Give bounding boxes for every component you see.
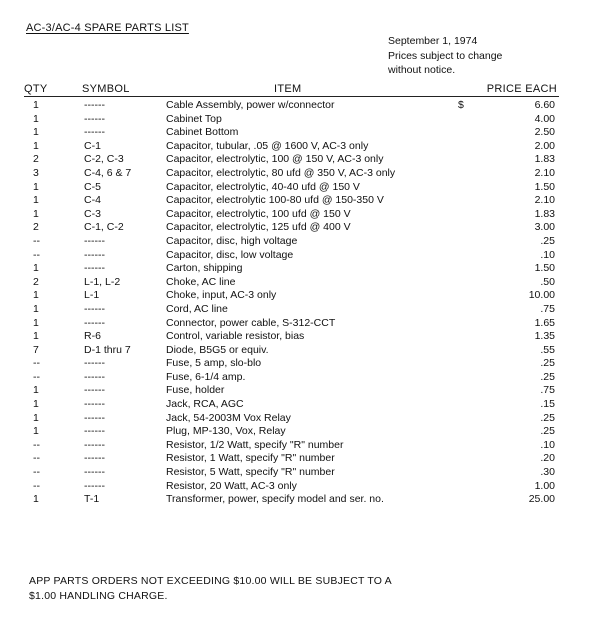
row-qty: 1 xyxy=(33,139,39,152)
row-item: Fuse, 6-1/4 amp. xyxy=(166,370,246,383)
row-symbol: ------ xyxy=(84,302,105,315)
table-row xyxy=(0,262,607,276)
parts-table xyxy=(0,99,607,507)
row-qty: 1 xyxy=(33,194,39,207)
row-qty: -- xyxy=(33,438,40,451)
row-price: 2.10 xyxy=(534,194,555,207)
row-item: Capacitor, electrolytic, 100 @ 150 V, AC-3 only xyxy=(166,153,384,166)
table-row xyxy=(0,317,607,331)
row-symbol: C-4, 6 & 7 xyxy=(84,166,132,179)
row-item: Capacitor, electrolytic 100-80 ufd @ 150-350 V xyxy=(166,194,384,207)
table-row xyxy=(0,99,607,113)
row-price: 1.50 xyxy=(534,262,555,275)
row-price: 10.00 xyxy=(528,289,555,302)
header-item: ITEM xyxy=(274,83,302,95)
row-item: Diode, B5G5 or equiv. xyxy=(166,343,269,356)
row-price: .25 xyxy=(540,357,555,370)
row-price: .75 xyxy=(540,302,555,315)
table-row xyxy=(0,194,607,208)
row-qty: -- xyxy=(33,452,40,465)
row-qty: 1 xyxy=(33,425,39,438)
row-price: 1.35 xyxy=(534,330,555,343)
row-item: Resistor, 1 Watt, specify "R" number xyxy=(166,452,335,465)
table-row xyxy=(0,208,607,222)
row-price: 3.00 xyxy=(534,221,555,234)
row-item: Capacitor, disc, low voltage xyxy=(166,248,294,261)
row-symbol: C-1, C-2 xyxy=(84,221,124,234)
row-qty: 1 xyxy=(33,126,39,139)
row-price: 2.50 xyxy=(534,126,555,139)
row-item: Control, variable resistor, bias xyxy=(166,330,305,343)
row-item: Resistor, 20 Watt, AC-3 only xyxy=(166,479,297,492)
row-item: Resistor, 1/2 Watt, specify "R" number xyxy=(166,438,344,451)
row-price: 1.83 xyxy=(534,207,555,220)
table-row xyxy=(0,153,607,167)
row-item: Choke, input, AC-3 only xyxy=(166,289,277,302)
row-symbol: ------ xyxy=(84,452,105,465)
row-price: 1.50 xyxy=(534,180,555,193)
row-price: .25 xyxy=(540,234,555,247)
table-row xyxy=(0,344,607,358)
row-price: .25 xyxy=(540,370,555,383)
footer-line: APP PARTS ORDERS NOT EXCEEDING $10.00 WILL BE SUBJECT TO A xyxy=(29,575,392,587)
row-item: Capacitor, electrolytic, 125 ufd @ 400 V xyxy=(166,221,351,234)
row-symbol: C-2, C-3 xyxy=(84,153,124,166)
row-item: Transformer, power, specify model and ser. no. xyxy=(166,493,384,506)
table-row xyxy=(0,371,607,385)
row-qty: 2 xyxy=(33,153,39,166)
row-item: Capacitor, electrolytic, 40-40 ufd @ 150 V xyxy=(166,180,360,193)
row-symbol: ------ xyxy=(84,112,105,125)
row-symbol: C-5 xyxy=(84,180,101,193)
row-qty: -- xyxy=(33,234,40,247)
row-symbol: ------ xyxy=(84,248,105,261)
table-row xyxy=(0,289,607,303)
row-item: Capacitor, electrolytic, 80 ufd @ 350 V, AC-3 only xyxy=(166,166,396,179)
row-qty: 1 xyxy=(33,289,39,302)
row-qty: 1 xyxy=(33,99,39,111)
table-row xyxy=(0,466,607,480)
row-item: Plug, MP-130, Vox, Relay xyxy=(166,425,286,438)
table-row xyxy=(0,480,607,494)
table-row xyxy=(0,452,607,466)
row-item: Cabinet Top xyxy=(166,112,222,125)
row-price: .30 xyxy=(540,466,555,479)
row-symbol: D-1 thru 7 xyxy=(84,343,131,356)
row-symbol: ------ xyxy=(84,234,105,247)
row-price: .10 xyxy=(540,438,555,451)
row-symbol: L-1 xyxy=(84,289,100,302)
row-symbol: ------ xyxy=(84,126,105,139)
price-notice xyxy=(388,34,502,78)
row-item: Fuse, 5 amp, slo-blo xyxy=(166,357,262,370)
row-qty: 7 xyxy=(33,343,39,356)
row-qty: -- xyxy=(33,248,40,261)
table-row xyxy=(0,439,607,453)
row-item: Connector, power cable, S-312-CCT xyxy=(166,316,336,329)
table-row xyxy=(0,493,607,507)
row-qty: -- xyxy=(33,370,40,383)
table-row xyxy=(0,167,607,181)
footer-line: $1.00 HANDLING CHARGE. xyxy=(29,589,168,602)
row-item: Capacitor, electrolytic, 100 ufd @ 150 V xyxy=(166,207,351,220)
row-qty: 1 xyxy=(33,493,39,506)
table-row xyxy=(0,235,607,249)
row-price: 4.00 xyxy=(534,112,555,125)
row-item: Fuse, holder xyxy=(166,384,225,397)
row-item: Jack, RCA, AGC xyxy=(166,398,244,411)
row-symbol: ------ xyxy=(84,425,105,438)
row-price: .20 xyxy=(540,452,555,465)
row-qty: 1 xyxy=(33,398,39,411)
row-symbol: ------ xyxy=(84,262,105,275)
row-symbol: C-1 xyxy=(84,139,101,152)
table-row xyxy=(0,384,607,398)
row-price: 1.00 xyxy=(534,479,555,492)
row-symbol: ------ xyxy=(84,384,105,397)
row-qty: 1 xyxy=(33,384,39,397)
row-item: Choke, AC line xyxy=(166,275,236,288)
row-price: .50 xyxy=(540,275,555,288)
row-price: .25 xyxy=(540,411,555,424)
row-symbol: ------ xyxy=(84,479,105,492)
row-symbol: ------ xyxy=(84,411,105,424)
table-row xyxy=(0,140,607,154)
table-row xyxy=(0,249,607,263)
row-item: Carton, shipping xyxy=(166,262,243,275)
table-row xyxy=(0,330,607,344)
row-item: Cord, AC line xyxy=(166,302,228,315)
table-row xyxy=(0,357,607,371)
row-item: Resistor, 5 Watt, specify "R" number xyxy=(166,466,335,479)
row-item: Cable Assembly, power w/connector xyxy=(166,99,335,111)
row-qty: -- xyxy=(33,466,40,479)
row-qty: 1 xyxy=(33,180,39,193)
row-qty: 1 xyxy=(33,112,39,125)
row-price: .25 xyxy=(540,425,555,438)
row-price: .10 xyxy=(540,248,555,261)
table-row xyxy=(0,412,607,426)
row-symbol: ------ xyxy=(84,99,105,111)
table-row xyxy=(0,181,607,195)
handling-note xyxy=(29,574,392,603)
table-row xyxy=(0,221,607,235)
row-price: .75 xyxy=(540,384,555,397)
row-price: 1.83 xyxy=(534,153,555,166)
table-row xyxy=(0,276,607,290)
row-price: 2.10 xyxy=(534,166,555,179)
table-header xyxy=(0,83,607,97)
notice-line: Prices subject to change xyxy=(388,49,503,62)
notice-line: without notice. xyxy=(388,64,456,76)
row-symbol: C-4 xyxy=(84,194,101,207)
table-row xyxy=(0,398,607,412)
notice-date: September 1, 1974 xyxy=(388,35,478,47)
table-row xyxy=(0,126,607,140)
row-symbol: ------ xyxy=(84,398,105,411)
row-qty: -- xyxy=(33,357,40,370)
row-symbol: R-6 xyxy=(84,330,101,343)
row-price: 1.65 xyxy=(534,316,555,329)
row-qty: 2 xyxy=(33,221,39,234)
row-symbol: T-1 xyxy=(84,493,100,506)
header-price: PRICE EACH xyxy=(486,83,557,95)
row-price: 25.00 xyxy=(528,493,555,506)
row-qty: 1 xyxy=(33,316,39,329)
header-symbol: SYMBOL xyxy=(82,83,130,95)
document-title: AC-3/AC-4 SPARE PARTS LIST xyxy=(26,22,189,34)
row-qty: 1 xyxy=(33,207,39,220)
table-row xyxy=(0,425,607,439)
header-qty: QTY xyxy=(24,83,48,95)
row-qty: 1 xyxy=(33,411,39,424)
row-qty: 3 xyxy=(33,166,39,179)
row-symbol: ------ xyxy=(84,316,105,329)
row-qty: 1 xyxy=(33,262,39,275)
row-qty: 2 xyxy=(33,275,39,288)
row-price: 6.60 xyxy=(534,99,555,111)
row-symbol: C-3 xyxy=(84,207,101,220)
row-price: 2.00 xyxy=(534,139,555,152)
row-symbol: ------ xyxy=(84,357,105,370)
row-symbol: ------ xyxy=(84,370,105,383)
row-item: Capacitor, tubular, .05 @ 1600 V, AC-3 only xyxy=(166,139,369,152)
table-row xyxy=(0,303,607,317)
row-qty: -- xyxy=(33,479,40,492)
row-qty: 1 xyxy=(33,330,39,343)
row-symbol: ------ xyxy=(84,466,105,479)
row-symbol: L-1, L-2 xyxy=(84,275,121,288)
row-qty: 1 xyxy=(33,302,39,315)
row-price: .55 xyxy=(540,343,555,356)
row-item: Jack, 54-2003M Vox Relay xyxy=(166,411,291,424)
header-rule xyxy=(24,96,559,97)
row-item: Cabinet Bottom xyxy=(166,126,239,139)
row-item: Capacitor, disc, high voltage xyxy=(166,234,298,247)
row-symbol: ------ xyxy=(84,438,105,451)
row-currency: $ xyxy=(458,99,464,111)
row-price: .15 xyxy=(540,398,555,411)
table-row xyxy=(0,113,607,127)
